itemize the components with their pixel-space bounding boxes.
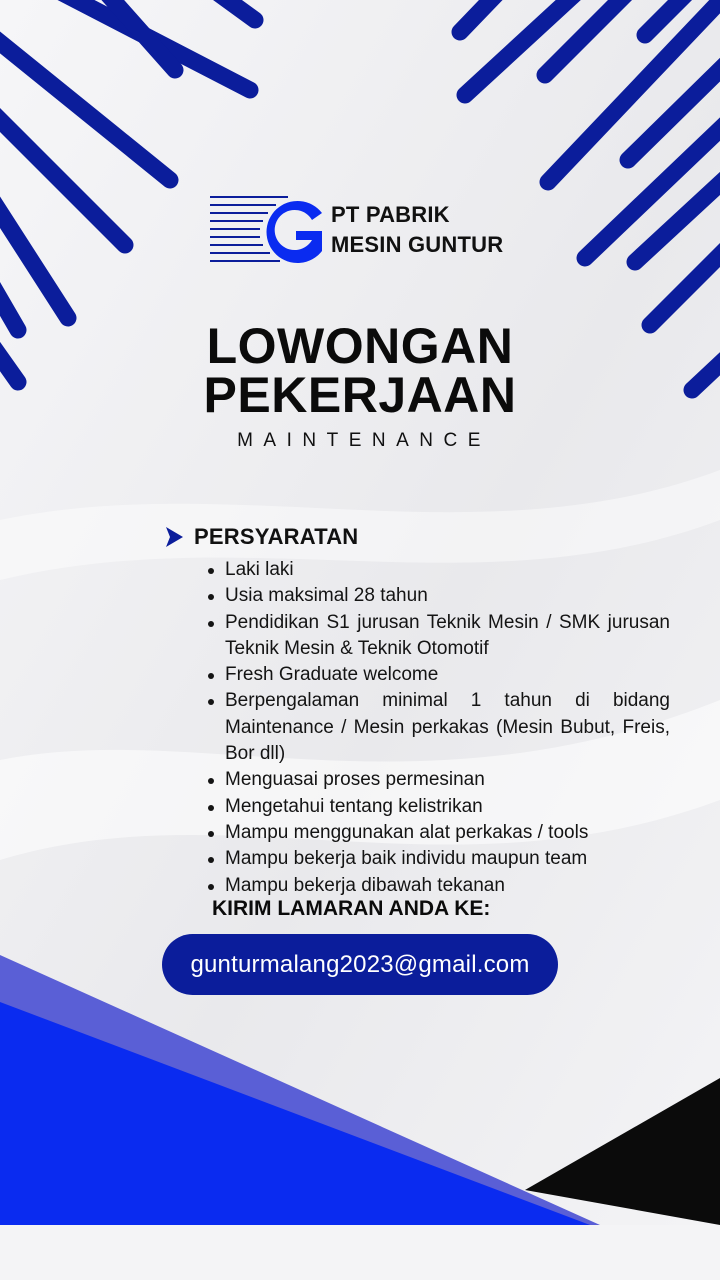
list-item: Menguasai proses permesinan	[207, 767, 670, 793]
list-item: Berpengalaman minimal 1 tahun di bidang Maintenance / Mesin perkakas (Mesin Bubut, Freis, Bor dll)	[207, 688, 670, 767]
list-item: Pendidikan S1 jurusan Teknik Mesin / SMK jurusan Teknik Mesin & Teknik Otomotif	[207, 610, 670, 663]
requirements-list	[207, 557, 670, 899]
list-item: Laki laki	[207, 557, 670, 583]
list-item: Mampu bekerja baik individu maupun team	[207, 846, 670, 872]
list-item: Mampu bekerja dibawah tekanan	[207, 873, 670, 899]
list-item: Usia maksimal 28 tahun	[207, 583, 670, 609]
requirements-heading	[164, 522, 358, 552]
list-item: Mengetahui tentang kelistrikan	[207, 794, 670, 820]
company-name-line1: PT PABRIK	[331, 202, 450, 227]
email-button[interactable]: gunturmalang2023@gmail.com	[162, 934, 558, 995]
title-line1: LOWONGAN	[206, 318, 514, 374]
send-application-label: KIRIM LAMARAN ANDA KE:	[212, 897, 491, 920]
company-name	[331, 200, 503, 260]
list-item: Fresh Graduate welcome	[207, 662, 670, 688]
company-name-line2: MESIN GUNTUR	[331, 232, 504, 257]
requirements-heading-label: PERSYARATAN	[194, 524, 359, 549]
chevron-right-icon	[164, 526, 184, 548]
list-item: Mampu menggunakan alat perkakas / tools	[207, 820, 670, 846]
page-title	[0, 318, 720, 423]
position-subtitle: MAINTENANCE	[237, 430, 491, 451]
title-line2: PEKERJAAN	[203, 367, 517, 423]
